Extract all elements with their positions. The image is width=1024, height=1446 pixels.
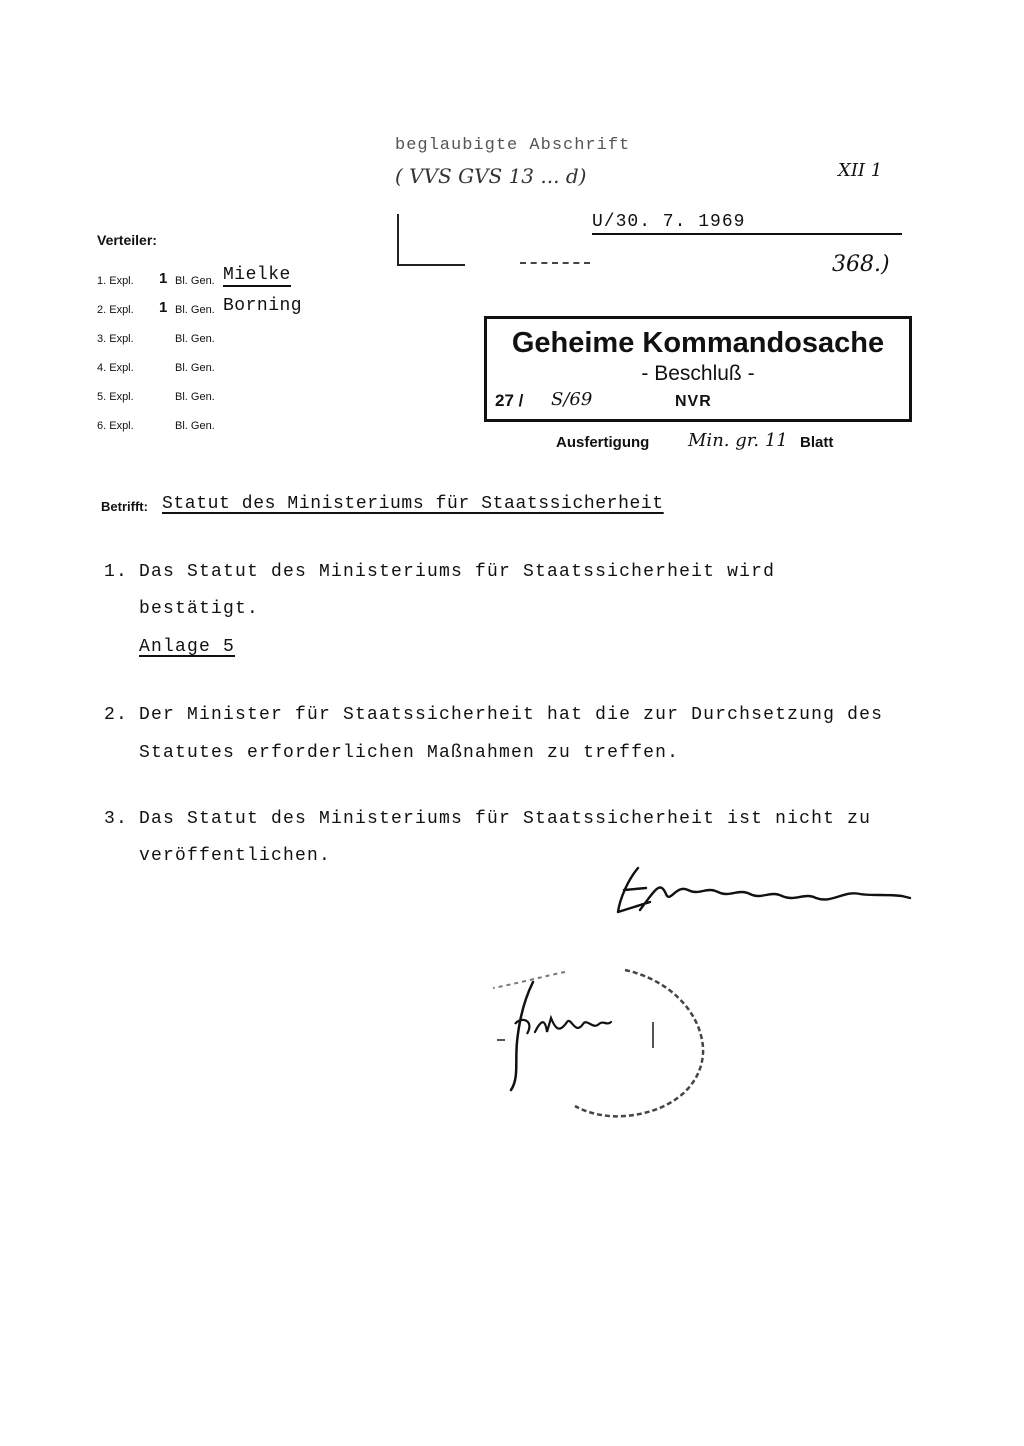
item-3-number: 3.	[104, 809, 129, 829]
recipient-prefix: Bl. Gen.	[175, 304, 215, 316]
distribution-title: Verteiler:	[97, 232, 157, 248]
item-3-line-2: veröffentlichen.	[139, 846, 332, 866]
signature	[610, 860, 920, 920]
copy-handwritten: Min. gr. 11	[688, 430, 788, 451]
item-3-line-1: Das Statut des Ministeriums für Staatssicherheit ist nicht zu	[139, 809, 872, 829]
item-2-line-1: Der Minister für Staatssicherheit hat die zur Durchsetzung des	[139, 705, 884, 725]
recipient-name: Mielke	[223, 265, 291, 285]
item-1-line-2: bestätigt.	[139, 599, 260, 619]
distribution-list	[97, 258, 397, 432]
distribution-row	[97, 287, 397, 316]
copy-number: 4. Expl.	[97, 362, 134, 374]
copy-number: 5. Expl.	[97, 391, 134, 403]
resolution-number-prefix: 27 /	[495, 391, 524, 410]
distribution-row	[97, 258, 397, 287]
distribution-row	[97, 374, 397, 403]
date-reference: U/30. 7. 1969	[592, 212, 902, 235]
recipient-prefix: Bl. Gen.	[175, 362, 215, 374]
copy-label: Ausfertigung	[556, 434, 650, 451]
item-2-line-2: Statutes erforderlichen Maßnahmen zu treffen.	[139, 743, 680, 763]
resolution-number-handwritten: S/69	[551, 389, 593, 410]
copy-number: 2. Expl.	[97, 304, 134, 316]
recipient-prefix: Bl. Gen.	[175, 275, 215, 287]
stamp-bracket-horizontal	[397, 264, 465, 266]
stamp-bracket-vertical	[397, 214, 399, 266]
certification-seal	[475, 962, 715, 1122]
recipient-prefix: Bl. Gen.	[175, 391, 215, 403]
copy-count: 1	[159, 299, 168, 316]
distribution-row	[97, 403, 397, 432]
item-1-number: 1.	[104, 562, 129, 582]
item-2-number: 2.	[104, 705, 129, 725]
recipient-name: Borning	[223, 296, 303, 316]
council-abbreviation: NVR	[675, 393, 712, 410]
subject-label: Betrifft:	[101, 499, 148, 514]
copy-number: 1. Expl.	[97, 275, 134, 287]
copy-number: 3. Expl.	[97, 333, 134, 345]
page-reference: 368.)	[832, 252, 890, 277]
item-1-line-1: Das Statut des Ministeriums für Staatssicherheit wird	[139, 562, 776, 582]
recipient-prefix: Bl. Gen.	[175, 333, 215, 345]
top-right-mark: XII 1	[838, 160, 883, 181]
recipient-prefix: Bl. Gen.	[175, 420, 215, 432]
copy-count: 1	[159, 270, 168, 287]
classification-box	[484, 316, 912, 422]
annex-reference: Anlage 5	[139, 637, 236, 657]
stamp-line-2: ( VVS GVS 13 ... d)	[395, 164, 587, 188]
copy-number: 6. Expl.	[97, 420, 134, 432]
stamp-dash	[520, 262, 590, 265]
distribution-row	[97, 345, 397, 374]
classification-title: Geheime Kommandosache	[511, 327, 885, 359]
stamp-line-1: beglaubigte Abschrift	[395, 136, 631, 155]
distribution-row	[97, 316, 397, 345]
classification-subtitle: - Beschluß -	[641, 362, 755, 385]
subject-text: Statut des Ministeriums für Staatssicherheit	[162, 494, 664, 514]
sheet-label: Blatt	[800, 434, 834, 451]
